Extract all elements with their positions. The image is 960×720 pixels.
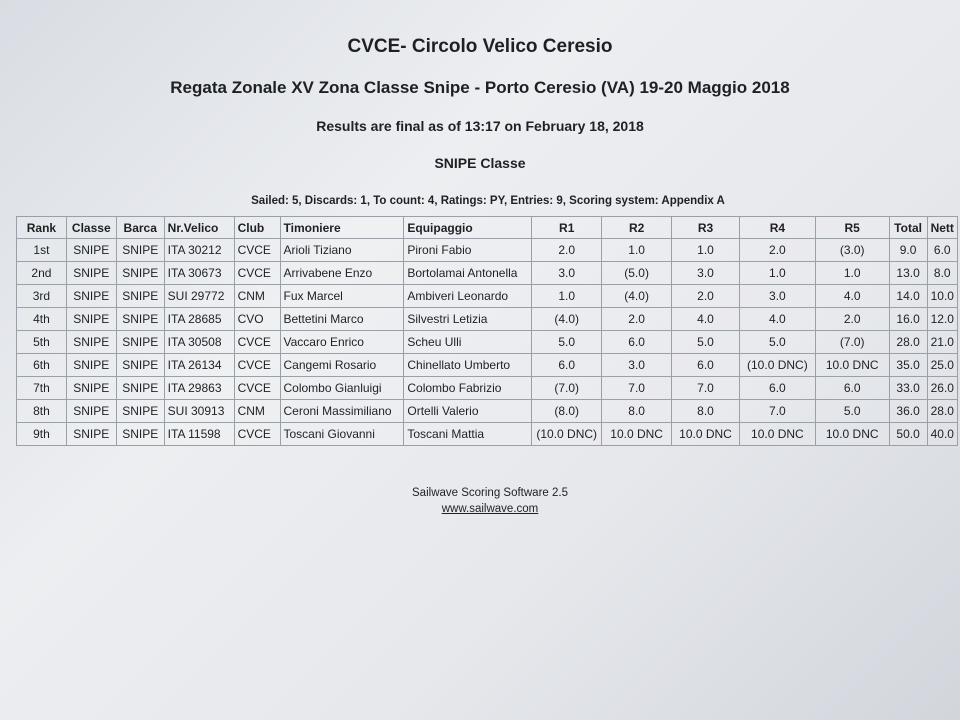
cell-helm: Arrivabene Enzo [280,262,404,285]
column-header-nett: Nett [927,217,957,239]
cell-club: CVCE [234,331,280,354]
cell-r3: 4.0 [672,308,740,331]
column-header-r3: R3 [672,217,740,239]
cell-nett: 28.0 [927,400,957,423]
cell-r5: 5.0 [815,400,889,423]
class-title: SNIPE Classe [434,155,526,171]
cell-r3: 8.0 [672,400,740,423]
header-row [17,217,958,239]
results-status: Results are final as of 13:17 on February 18, 2018 [316,118,644,134]
table-row [17,354,958,377]
cell-crew: Ambiveri Leonardo [404,285,532,308]
cell-classe: SNIPE [66,239,116,262]
cell-club: CNM [234,400,280,423]
cell-r3: 7.0 [672,377,740,400]
cell-r4: 7.0 [739,400,815,423]
cell-sail-number: ITA 26134 [164,354,234,377]
cell-barca: SNIPE [116,262,164,285]
cell-nett: 21.0 [927,331,957,354]
cell-r2: 8.0 [602,400,672,423]
cell-classe: SNIPE [66,331,116,354]
table-row [17,285,958,308]
cell-helm: Bettetini Marco [280,308,404,331]
cell-helm: Vaccaro Enrico [280,331,404,354]
cell-r2: 2.0 [602,308,672,331]
cell-sail-number: SUI 29772 [164,285,234,308]
cell-crew: Silvestri Letizia [404,308,532,331]
cell-barca: SNIPE [116,377,164,400]
cell-r4: 6.0 [739,377,815,400]
column-header-helm: Timoniere [280,217,404,239]
table-row [17,331,958,354]
column-header-classe: Classe [66,217,116,239]
cell-club: CVCE [234,239,280,262]
cell-classe: SNIPE [66,285,116,308]
cell-barca: SNIPE [116,239,164,262]
cell-r2: 7.0 [602,377,672,400]
cell-sail-number: ITA 11598 [164,423,234,446]
cell-nett: 8.0 [927,262,957,285]
cell-rank: 7th [17,377,67,400]
cell-club: CVCE [234,377,280,400]
cell-crew: Pironi Fabio [404,239,532,262]
cell-r5: (3.0) [815,239,889,262]
cell-barca: SNIPE [116,354,164,377]
cell-r1: (10.0 DNC) [532,423,602,446]
cell-crew: Bortolamai Antonella [404,262,532,285]
cell-r3: 5.0 [672,331,740,354]
cell-helm: Toscani Giovanni [280,423,404,446]
cell-rank: 6th [17,354,67,377]
column-header-r2: R2 [602,217,672,239]
cell-club: CVCE [234,262,280,285]
cell-r2: 10.0 DNC [602,423,672,446]
cell-r1: 2.0 [532,239,602,262]
cell-sail-number: ITA 29863 [164,377,234,400]
cell-rank: 1st [17,239,67,262]
column-header-rank: Rank [17,217,67,239]
cell-r4: 1.0 [739,262,815,285]
cell-r4: 4.0 [739,308,815,331]
cell-r3: 10.0 DNC [672,423,740,446]
cell-total: 36.0 [889,400,927,423]
cell-barca: SNIPE [116,308,164,331]
cell-rank: 8th [17,400,67,423]
cell-helm: Ceroni Massimiliano [280,400,404,423]
cell-crew: Toscani Mattia [404,423,532,446]
cell-r2: 1.0 [602,239,672,262]
results-table [16,216,958,446]
cell-club: CVCE [234,423,280,446]
cell-nett: 12.0 [927,308,957,331]
cell-rank: 3rd [17,285,67,308]
cell-rank: 4th [17,308,67,331]
cell-nett: 40.0 [927,423,957,446]
cell-crew: Chinellato Umberto [404,354,532,377]
cell-total: 14.0 [889,285,927,308]
cell-total: 16.0 [889,308,927,331]
event-title: Regata Zonale XV Zona Classe Snipe - Porto Ceresio (VA) 19-20 Maggio 2018 [170,78,790,97]
cell-r1: (4.0) [532,308,602,331]
cell-total: 9.0 [889,239,927,262]
cell-sail-number: ITA 30673 [164,262,234,285]
cell-r2: 3.0 [602,354,672,377]
cell-club: CVO [234,308,280,331]
cell-classe: SNIPE [66,423,116,446]
cell-sail-number: ITA 28685 [164,308,234,331]
cell-crew: Colombo Fabrizio [404,377,532,400]
cell-r5: 10.0 DNC [815,354,889,377]
scoring-summary: Sailed: 5, Discards: 1, To count: 4, Ratings: PY, Entries: 9, Scoring system: Appendix A [251,195,725,207]
cell-rank: 9th [17,423,67,446]
table-row [17,423,958,446]
column-header-club: Club [234,217,280,239]
cell-r4: 5.0 [739,331,815,354]
cell-total: 13.0 [889,262,927,285]
cell-total: 35.0 [889,354,927,377]
sailwave-link[interactable]: www.sailwave.com [441,503,539,515]
column-header-sail-number: Nr.Velico [164,217,234,239]
cell-helm: Fux Marcel [280,285,404,308]
cell-nett: 26.0 [927,377,957,400]
cell-nett: 25.0 [927,354,957,377]
cell-r1: 6.0 [532,354,602,377]
cell-nett: 6.0 [927,239,957,262]
cell-r5: 2.0 [815,308,889,331]
cell-barca: SNIPE [116,400,164,423]
cell-r3: 2.0 [672,285,740,308]
cell-rank: 2nd [17,262,67,285]
cell-barca: SNIPE [116,331,164,354]
cell-r4: 2.0 [739,239,815,262]
cell-club: CNM [234,285,280,308]
cell-r5: 10.0 DNC [815,423,889,446]
cell-r3: 6.0 [672,354,740,377]
cell-helm: Arioli Tiziano [280,239,404,262]
cell-barca: SNIPE [116,423,164,446]
software-credit: Sailwave Scoring Software 2.5 [412,487,568,499]
cell-helm: Colombo Gianluigi [280,377,404,400]
table-row [17,239,958,262]
cell-classe: SNIPE [66,377,116,400]
cell-r1: 5.0 [532,331,602,354]
cell-r5: (7.0) [815,331,889,354]
cell-rank: 5th [17,331,67,354]
table-row [17,308,958,331]
table-row [17,400,958,423]
column-header-barca: Barca [116,217,164,239]
cell-total: 28.0 [889,331,927,354]
cell-barca: SNIPE [116,285,164,308]
cell-classe: SNIPE [66,400,116,423]
cell-r1: (8.0) [532,400,602,423]
cell-sail-number: SUI 30913 [164,400,234,423]
column-header-r5: R5 [815,217,889,239]
club-title: CVCE- Circolo Velico Ceresio [347,36,613,57]
cell-r4: 10.0 DNC [739,423,815,446]
cell-r5: 1.0 [815,262,889,285]
column-header-total: Total [889,217,927,239]
cell-r4: 3.0 [739,285,815,308]
cell-r5: 4.0 [815,285,889,308]
cell-r1: 3.0 [532,262,602,285]
cell-sail-number: ITA 30212 [164,239,234,262]
cell-crew: Ortelli Valerio [404,400,532,423]
column-header-crew: Equipaggio [404,217,532,239]
cell-r2: (5.0) [602,262,672,285]
cell-r1: (7.0) [532,377,602,400]
cell-r2: 6.0 [602,331,672,354]
results-body [17,239,958,446]
cell-total: 50.0 [889,423,927,446]
cell-sail-number: ITA 30508 [164,331,234,354]
cell-crew: Scheu Ulli [404,331,532,354]
cell-r2: (4.0) [602,285,672,308]
cell-r1: 1.0 [532,285,602,308]
cell-classe: SNIPE [66,262,116,285]
cell-r5: 6.0 [815,377,889,400]
cell-r3: 3.0 [672,262,740,285]
cell-r3: 1.0 [672,239,740,262]
cell-total: 33.0 [889,377,927,400]
cell-r4: (10.0 DNC) [739,354,815,377]
cell-nett: 10.0 [927,285,957,308]
cell-club: CVCE [234,354,280,377]
table-row [17,262,958,285]
column-header-r4: R4 [739,217,815,239]
cell-classe: SNIPE [66,308,116,331]
table-row [17,377,958,400]
column-header-r1: R1 [532,217,602,239]
cell-helm: Cangemi Rosario [280,354,404,377]
cell-classe: SNIPE [66,354,116,377]
